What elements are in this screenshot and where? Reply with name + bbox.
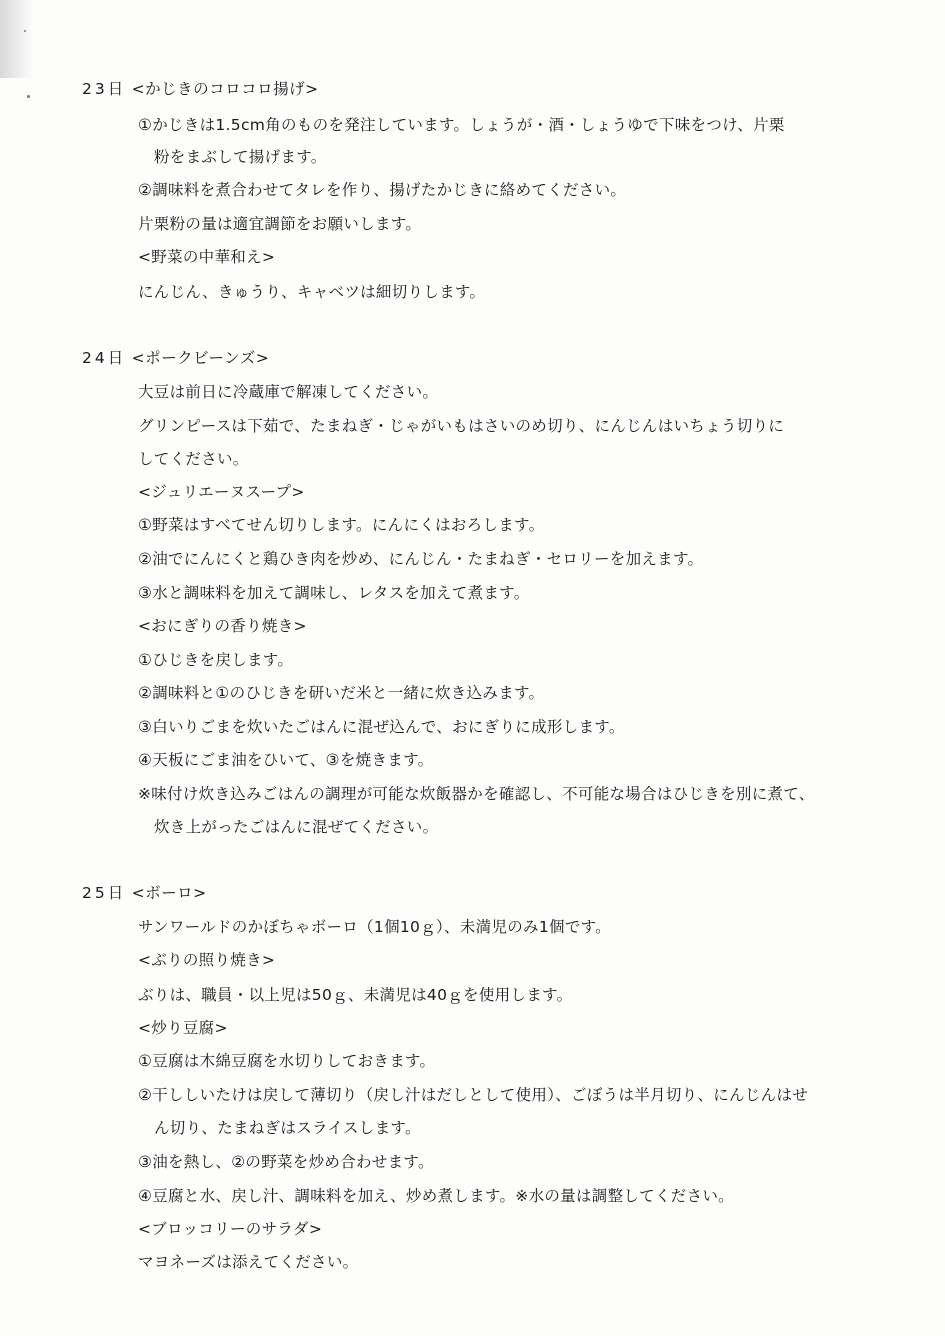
instruction-line: ③水と調味料を加えて調味し、レタスを加えて煮ます。 xyxy=(138,584,530,602)
instruction-line: ②調味料と①のひじきを研いだ米と一緒に炊き込みます。 xyxy=(138,684,545,702)
scan-speck xyxy=(27,95,30,98)
dish-title: <かじきのコロコロ揚げ> xyxy=(131,80,319,98)
instruction-line: 粉をまぶして揚げます。 xyxy=(154,148,327,166)
dish-subtitle: <おにぎりの香り焼き> xyxy=(138,617,307,635)
instruction-line: ④豆腐と水、戻し汁、調味料を加え、炒め煮します。※水の量は調整してください。 xyxy=(138,1187,734,1205)
dish-subtitle: <炒り豆腐> xyxy=(138,1019,228,1037)
instruction-line: ②干ししいたけは戻して薄切り（戻し汁はだしとして使用）、ごぼうは半月切り、にんじんはせ xyxy=(138,1086,809,1104)
day-date: 23日 xyxy=(82,80,127,98)
instruction-line: グリンピースは下茹で、たまねぎ・じゃがいもはさいのめ切り、にんじんはいちょう切りに xyxy=(138,417,785,435)
day-heading xyxy=(82,79,319,99)
day-date: 25日 xyxy=(82,884,127,902)
scan-binding-shadow xyxy=(0,0,34,78)
instruction-line: ②調味料を煮合わせてタレを作り、揚げたかじきに絡めてください。 xyxy=(138,181,627,199)
dish-subtitle: <野菜の中華和え> xyxy=(138,248,276,266)
instruction-line: にんじん、きゅうり、キャベツは細切りします。 xyxy=(138,283,486,301)
day-heading xyxy=(82,348,269,368)
instruction-line: ぶりは、職員・以上児は50ｇ、未満児は40ｇを使用します。 xyxy=(138,986,573,1004)
dish-title: <ポークビーンズ> xyxy=(131,349,270,367)
scan-speck xyxy=(24,30,26,32)
instruction-line: してください。 xyxy=(138,450,249,468)
instruction-line: ①豆腐は木綿豆腐を水切りしておきます。 xyxy=(138,1052,436,1070)
instruction-line: ①ひじきを戻します。 xyxy=(138,651,294,669)
instruction-line: サンワールドのかぼちゃボーロ（1個10ｇ）、未満児のみ1個です。 xyxy=(138,918,611,936)
instruction-line: 片栗粉の量は適宜調節をお願いします。 xyxy=(138,215,422,233)
instruction-line: ①かじきは1.5cm角のものを発注しています。しょうが・酒・しょうゆで下味をつけ、片栗 xyxy=(138,116,785,134)
instruction-line: ①野菜はすべてせん切りします。にんにくはおろします。 xyxy=(138,516,545,534)
instruction-line: 大豆は前日に冷蔵庫で解凍してください。 xyxy=(138,383,439,401)
instruction-line: ③油を熱し、②の野菜を炒め合わせます。 xyxy=(138,1153,434,1171)
instruction-line: ④天板にごま油をひいて、③を焼きます。 xyxy=(138,751,434,769)
dish-subtitle: <ブロッコリーのサラダ> xyxy=(138,1220,323,1238)
instruction-line: ③白いりごまを炊いたごはんに混ぜ込んで、おにぎりに成形します。 xyxy=(138,718,625,736)
note-line: 炊き上がったごはんに混ぜてください。 xyxy=(154,818,439,836)
instruction-line: マヨネーズは添えてください。 xyxy=(138,1253,359,1271)
day-heading xyxy=(82,883,207,903)
note-line: ※味付け炊き込みごはんの調理が可能な炊飯器かを確認し、不可能な場合はひじきを別に煮て、 xyxy=(138,785,815,803)
day-date: 24日 xyxy=(82,349,127,367)
instruction-line: ん切り、たまねぎはスライスします。 xyxy=(154,1119,421,1137)
dish-subtitle: <ぶりの照り焼き> xyxy=(138,951,276,969)
dish-subtitle: <ジュリエーヌスープ> xyxy=(138,483,305,501)
dish-title: <ボーロ> xyxy=(131,884,207,902)
instruction-line: ②油でにんにくと鶏ひき肉を炒め、にんじん・たまねぎ・セロリーを加えます。 xyxy=(138,550,704,568)
